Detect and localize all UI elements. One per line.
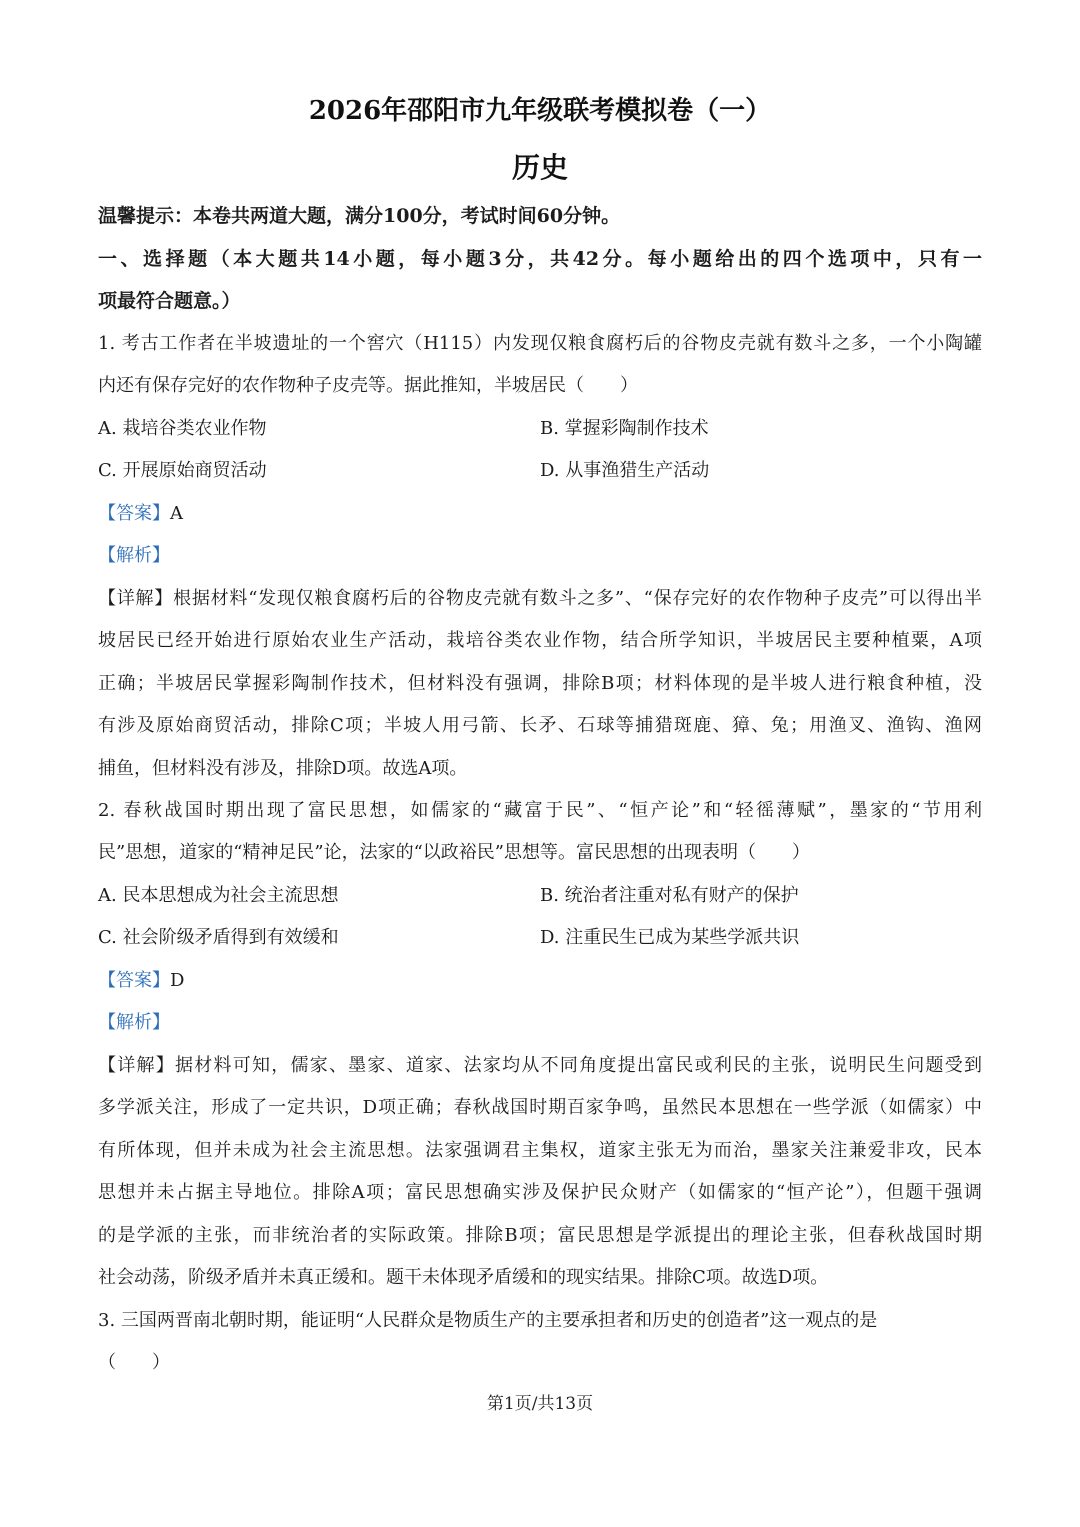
question-2-answer <box>98 967 982 995</box>
page-title: 2026年邵阳市九年级联考模拟卷（一） <box>308 96 772 126</box>
question-1-answer-value: A <box>170 503 183 524</box>
question-2-option-c: C. 社会阶级矛盾得到有效缓和 <box>98 927 339 948</box>
question-3-stem-line1: 3. 三国两晋南北朝时期，能证明“人民群众是物质生产的主要承担者和历史的创造者”这一观点的是 <box>98 1310 878 1331</box>
question-1-option-c: C. 开展原始商贸活动 <box>98 460 267 481</box>
analysis-tag: 【解析】 <box>98 1012 170 1033</box>
question-1-option-a: A. 栽培谷类农业作物 <box>98 418 267 439</box>
question-1-detail-text: 根据材料“发现仅粮食腐朽后的谷物皮壳就有数斗之多”、“保存完好的农作物种子皮壳”可以得出半 <box>173 588 983 609</box>
section-heading-line1: 一、选择题（本大题共14小题，每小题3分，共42分。每小题给出的四个选项中，只有一 <box>98 248 982 270</box>
question-2-detail-line4: 思想并未占据主导地位。排除A项；富民思想确实涉及保护民众财产（如儒家的“恒产论”），但题干强调 <box>98 1182 982 1203</box>
answer-tag: 【答案】 <box>98 503 170 524</box>
question-1-option-d: D. 从事渔猎生产活动 <box>540 460 710 481</box>
subject-title: 历史 <box>511 151 568 184</box>
question-2-detail-text: 据材料可知，儒家、墨家、道家、法家均从不同角度提出富民或利民的主张，说明民生问题受到 <box>174 1055 983 1076</box>
question-2-option-d: D. 注重民生已成为某些学派共识 <box>540 927 800 948</box>
question-2-option-a: A. 民本思想成为社会主流思想 <box>98 885 339 906</box>
question-2-option-b: B. 统治者注重对私有财产的保护 <box>540 885 799 906</box>
question-2-stem-line1: 2. 春秋战国时期出现了富民思想，如儒家的“藏富于民”、“恒产论”和“轻徭薄赋”，墨家的“节用利 <box>98 800 982 821</box>
question-2-detail-line3: 有所体现，但并未成为社会主流思想。法家强调君主集权，道家主张无为而治，墨家关注兼爱非攻，民本 <box>98 1140 982 1161</box>
detail-tag: 【详解】 <box>98 588 174 609</box>
question-1-stem-line2: 内还有保存完好的农作物种子皮壳等。据此推知，半坡居民（ ） <box>98 375 638 396</box>
question-2-stem-line2: 民”思想，道家的“精神足民”论，法家的“以政裕民”思想等。富民思想的出现表明（ ） <box>98 842 811 863</box>
question-1-detail-line3: 正确；半坡居民掌握彩陶制作技术，但材料没有强调，排除B项；材料体现的是半坡人进行粮食种植，没 <box>98 673 982 694</box>
question-1-answer <box>98 500 982 528</box>
question-1-detail-line2: 坡居民已经开始进行原始农业生产活动，栽培谷类农业作物，结合所学知识，半坡居民主要种植粟，A项 <box>98 630 982 651</box>
notice: 温馨提示：本卷共两道大题，满分100分，考试时间60分钟。 <box>98 205 621 227</box>
detail-tag: 【详解】 <box>98 1055 175 1076</box>
question-1-option-b: B. 掌握彩陶制作技术 <box>540 418 709 439</box>
question-2-answer-value: D <box>170 970 185 991</box>
answer-tag: 【答案】 <box>98 970 170 991</box>
question-2-detail-line2: 多学派关注，形成了一定共识，D项正确；春秋战国时期百家争鸣，虽然民本思想在一些学派（如儒家）中 <box>98 1097 982 1118</box>
question-2-detail-line5: 的是学派的主张，而非统治者的实际政策。排除B项；富民思想是学派提出的理论主张，但春秋战国时期 <box>98 1225 982 1246</box>
section-heading-line2: 项最符合题意。） <box>98 290 241 312</box>
analysis-tag: 【解析】 <box>98 545 170 566</box>
question-1-stem-line1: 1. 考古工作者在半坡遗址的一个窖穴（H115）内发现仅粮食腐朽后的谷物皮壳就有数斗之多，一个小陶罐 <box>98 333 982 354</box>
question-2-detail-line1 <box>98 1052 982 1080</box>
question-3-stem-line2: （ ） <box>98 1352 170 1373</box>
question-1-detail-line5: 捕鱼，但材料没有涉及，排除D项。故选A项。 <box>98 758 468 779</box>
question-2-analysis <box>98 1009 982 1037</box>
question-1-analysis <box>98 542 982 570</box>
question-1-detail-line4: 有涉及原始商贸活动，排除C项；半坡人用弓箭、长矛、石球等捕猎斑鹿、獐、兔；用渔叉、渔钩、渔网 <box>98 715 982 736</box>
question-1-detail-line1 <box>98 585 982 613</box>
page-number-footer: 第1页/共13页 <box>486 1394 594 1414</box>
question-2-detail-line6: 社会动荡，阶级矛盾并未真正缓和。题干未体现矛盾缓和的现实结果。排除C项。故选D项。 <box>98 1267 829 1288</box>
